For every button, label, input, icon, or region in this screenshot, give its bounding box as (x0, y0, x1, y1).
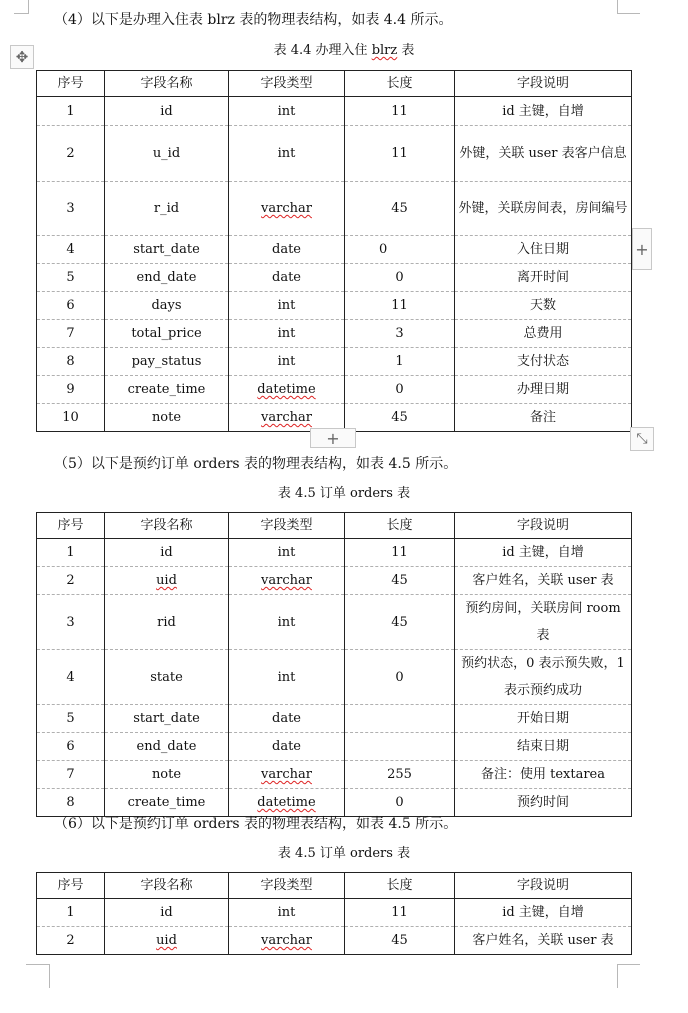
cell-field-description[interactable]: 入住日期 (455, 236, 632, 264)
paragraph-blrz-intro: （4）以下是办理入住表 blrz 表的物理表结构，如表 4.4 所示。 (54, 12, 453, 28)
table-orders-repeat (36, 872, 632, 955)
cell-field-description[interactable]: 客户姓名，关联 user 表 (455, 567, 632, 595)
table-row (37, 733, 632, 761)
cell-field-length[interactable]: 45 (345, 182, 455, 236)
add-row-button[interactable] (310, 428, 356, 448)
cell-field-type[interactable]: varchar (229, 567, 345, 595)
cell-field-name[interactable]: uid (105, 927, 229, 955)
cell-field-description[interactable]: 结束日期 (455, 733, 632, 761)
header-field-length: 长度 (345, 71, 455, 97)
crop-mark-top-left (28, 0, 29, 14)
cell-field-type[interactable]: int (229, 320, 345, 348)
cell-field-type[interactable]: date (229, 733, 345, 761)
cell-row-number[interactable]: 3 (37, 182, 105, 236)
cell-field-length[interactable]: 3 (345, 320, 455, 348)
cell-field-length[interactable]: 11 (345, 97, 455, 126)
cell-field-length[interactable]: 0 (345, 376, 455, 404)
table-row (37, 899, 632, 927)
table-caption-4-4: 表 4.4 办理入住 blrz 表 (273, 43, 415, 58)
cell-field-description[interactable]: 预约状态，0 表示预失败，1 表示预约成功 (455, 650, 632, 705)
cell-field-description[interactable]: 办理日期 (455, 376, 632, 404)
table-row (37, 761, 632, 789)
cell-row-number[interactable]: 1 (37, 899, 105, 927)
paragraph-orders-intro-2: （6）以下是预约订单 orders 表的物理表结构，如表 4.5 所示。 (54, 816, 458, 832)
header-field-type: 字段类型 (229, 71, 345, 97)
table-row (37, 650, 632, 705)
crop-mark-top-right (617, 0, 618, 14)
table-row (37, 320, 632, 348)
cell-field-description[interactable]: 开始日期 (455, 705, 632, 733)
header-field-description: 字段说明 (455, 71, 632, 97)
cell-row-number[interactable]: 6 (37, 292, 105, 320)
cell-field-name[interactable]: note (105, 404, 229, 432)
cell-row-number[interactable]: 8 (37, 789, 105, 817)
cell-field-name[interactable]: create_time (105, 376, 229, 404)
table-row (37, 705, 632, 733)
cell-row-number[interactable]: 2 (37, 927, 105, 955)
table-row (37, 182, 632, 236)
cell-field-type[interactable]: varchar (229, 404, 345, 432)
cell-field-length[interactable]: 11 (345, 292, 455, 320)
cell-field-type[interactable]: int (229, 595, 345, 650)
cell-row-number[interactable]: 5 (37, 705, 105, 733)
table-row (37, 789, 632, 817)
plus-icon: + (326, 428, 340, 448)
header-field-length: 长度 (345, 513, 455, 539)
table-orders (36, 512, 632, 817)
cell-field-length[interactable]: 45 (345, 567, 455, 595)
header-field-description: 字段说明 (455, 873, 632, 899)
cell-row-number[interactable]: 4 (37, 236, 105, 264)
cell-field-name[interactable]: note (105, 761, 229, 789)
cell-field-type[interactable]: varchar (229, 927, 345, 955)
cell-field-type[interactable]: date (229, 264, 345, 292)
table-row (37, 539, 632, 567)
table-row (37, 292, 632, 320)
table-row (37, 126, 632, 182)
cell-field-type[interactable]: date (229, 236, 345, 264)
cell-field-description[interactable]: 客户姓名，关联 user 表 (455, 927, 632, 955)
cell-field-name[interactable]: u_id (105, 126, 229, 182)
cell-field-name[interactable]: state (105, 650, 229, 705)
header-row-number: 序号 (37, 513, 105, 539)
table-caption-4-5: 表 4.5 订单 orders 表 (277, 486, 411, 501)
cell-field-name[interactable]: rid (105, 595, 229, 650)
cell-field-name[interactable]: start_date (105, 236, 229, 264)
cell-row-number[interactable]: 2 (37, 126, 105, 182)
cell-field-type[interactable]: varchar (229, 761, 345, 789)
cell-field-type[interactable]: int (229, 348, 345, 376)
cell-row-number[interactable]: 2 (37, 567, 105, 595)
header-field-length: 长度 (345, 873, 455, 899)
cell-field-length[interactable]: 1 (345, 348, 455, 376)
crop-mark-top-left-h (14, 13, 28, 14)
cell-field-length[interactable]: 0 (345, 650, 455, 705)
table-caption-4-5-repeat: 表 4.5 订单 orders 表 (277, 846, 411, 861)
paragraph-orders-intro: （5）以下是预约订单 orders 表的物理表结构，如表 4.5 所示。 (54, 456, 458, 472)
cell-field-name[interactable]: create_time (105, 789, 229, 817)
cell-field-description[interactable]: 预约时间 (455, 789, 632, 817)
cell-field-type[interactable]: int (229, 292, 345, 320)
table-blrz (36, 70, 632, 432)
header-row-number: 序号 (37, 873, 105, 899)
table-row (37, 567, 632, 595)
table-row (37, 927, 632, 955)
cell-field-name[interactable]: end_date (105, 264, 229, 292)
table-header-row (37, 513, 632, 539)
table-row (37, 264, 632, 292)
cell-field-type[interactable]: datetime (229, 789, 345, 817)
header-field-name: 字段名称 (105, 513, 229, 539)
cell-field-description[interactable]: 备注：使用 textarea (455, 761, 632, 789)
cell-field-name[interactable]: end_date (105, 733, 229, 761)
cell-field-length[interactable]: 11 (345, 899, 455, 927)
cell-field-length[interactable]: 45 (345, 927, 455, 955)
crop-mark-bottom-left-h (26, 964, 49, 965)
cell-row-number[interactable]: 7 (37, 761, 105, 789)
crop-mark-bottom-right-h (618, 964, 640, 965)
cell-row-number[interactable]: 7 (37, 320, 105, 348)
cell-row-number[interactable]: 1 (37, 539, 105, 567)
cell-field-length[interactable]: 0 (345, 264, 455, 292)
cell-field-description[interactable]: 备注 (455, 404, 632, 432)
cell-field-name[interactable]: start_date (105, 705, 229, 733)
cell-field-length[interactable]: 0 (345, 236, 455, 264)
cell-row-number[interactable]: 4 (37, 650, 105, 705)
table-resize-handle[interactable] (630, 427, 654, 451)
cell-field-type[interactable]: int (229, 650, 345, 705)
cell-field-length[interactable]: 45 (345, 595, 455, 650)
cell-row-number[interactable]: 6 (37, 733, 105, 761)
cell-field-description[interactable]: 预约房间，关联房间 room 表 (455, 595, 632, 650)
cell-field-description[interactable]: 支付状态 (455, 348, 632, 376)
cell-field-length[interactable] (345, 705, 455, 733)
cell-field-length[interactable] (345, 733, 455, 761)
header-row-number: 序号 (37, 71, 105, 97)
cell-row-number[interactable]: 5 (37, 264, 105, 292)
resize-icon: ⤡ (636, 431, 648, 447)
table-row (37, 97, 632, 126)
cell-field-type[interactable]: varchar (229, 182, 345, 236)
cell-field-name[interactable]: days (105, 292, 229, 320)
crop-mark-bottom-right (617, 964, 618, 988)
cell-field-description[interactable]: id 主键，自增 (455, 539, 632, 567)
cell-field-name[interactable]: id (105, 97, 229, 126)
cell-field-type[interactable]: datetime (229, 376, 345, 404)
cell-row-number[interactable]: 3 (37, 595, 105, 650)
table-row (37, 236, 632, 264)
cell-row-number[interactable]: 9 (37, 376, 105, 404)
cell-row-number[interactable]: 10 (37, 404, 105, 432)
cell-field-length[interactable]: 45 (345, 404, 455, 432)
header-field-description: 字段说明 (455, 513, 632, 539)
header-field-name: 字段名称 (105, 873, 229, 899)
table-row (37, 376, 632, 404)
cell-field-name[interactable]: total_price (105, 320, 229, 348)
cell-row-number[interactable]: 8 (37, 348, 105, 376)
cell-field-name[interactable]: pay_status (105, 348, 229, 376)
move-icon: ✥ (15, 48, 29, 66)
table-row (37, 348, 632, 376)
cell-row-number[interactable]: 1 (37, 97, 105, 126)
crop-mark-top-right-h (618, 13, 640, 14)
table-row (37, 595, 632, 650)
cell-field-length[interactable]: 11 (345, 126, 455, 182)
cell-field-name[interactable]: id (105, 899, 229, 927)
cell-field-name[interactable]: uid (105, 567, 229, 595)
crop-mark-bottom-left (49, 964, 50, 988)
header-field-name: 字段名称 (105, 71, 229, 97)
cell-field-length[interactable]: 0 (345, 789, 455, 817)
cell-field-type[interactable]: int (229, 899, 345, 927)
header-field-type: 字段类型 (229, 513, 345, 539)
cell-field-description[interactable]: 外键，关联 user 表客户信息 (455, 126, 632, 182)
cell-field-length[interactable]: 255 (345, 761, 455, 789)
cell-field-type[interactable]: int (229, 539, 345, 567)
cell-field-description[interactable]: 离开时间 (455, 264, 632, 292)
cell-field-type[interactable]: date (229, 705, 345, 733)
table-header-row (37, 71, 632, 97)
header-field-type: 字段类型 (229, 873, 345, 899)
cell-field-description[interactable]: 总费用 (455, 320, 632, 348)
cell-field-description[interactable]: id 主键，自增 (455, 899, 632, 927)
cell-field-name[interactable]: r_id (105, 182, 229, 236)
cell-field-description[interactable]: id 主键，自增 (455, 97, 632, 126)
table-header-row (37, 873, 632, 899)
cell-field-description[interactable]: 天数 (455, 292, 632, 320)
cell-field-description[interactable]: 外键，关联房间表，房间编号 (455, 182, 632, 236)
add-column-button[interactable] (632, 228, 652, 270)
cell-field-length[interactable]: 11 (345, 539, 455, 567)
cell-field-name[interactable]: id (105, 539, 229, 567)
cell-field-type[interactable]: int (229, 126, 345, 182)
plus-icon: + (635, 239, 649, 259)
cell-field-type[interactable]: int (229, 97, 345, 126)
